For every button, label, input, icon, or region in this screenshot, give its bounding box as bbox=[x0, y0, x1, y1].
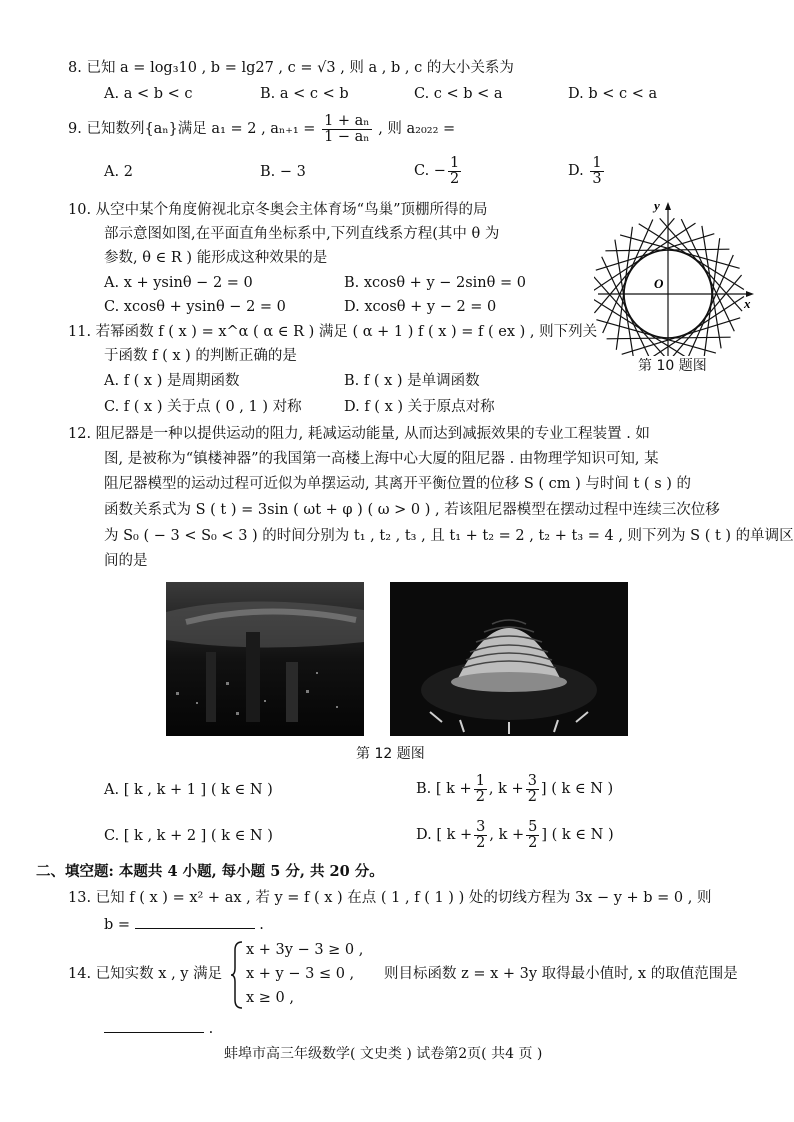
y-axis-arrow-icon bbox=[665, 202, 671, 210]
q12-line5: 为 S₀ ( − 3 < S₀ < 3 ) 的时间分别为 t₁ , t₂ , t₃ , 且 t₁ + t₂ = 2 , t₂ + t₃ = 4 , 则下列为 S ( t ) 的单调区 bbox=[104, 528, 794, 544]
q8-option-b: B. a < c < b bbox=[260, 86, 349, 102]
tangent-line bbox=[662, 275, 742, 356]
q10-option-b: B. xcosθ + y − 2sinθ = 0 bbox=[344, 275, 526, 291]
q8-option-d: D. b < c < a bbox=[568, 86, 658, 102]
q14-suffix: 则目标函数 z = x + 3y 取得最小值时, x 的取值范围是 bbox=[384, 966, 738, 982]
q10-line2: 部示意图如图,在平面直角坐标系中,下列直线系方程(其中 θ 为 bbox=[104, 226, 500, 242]
q12-option-c: C. [ k , k + 2 ] ( k ∈ N ) bbox=[104, 828, 273, 844]
q12-line6: 间的是 bbox=[104, 553, 148, 569]
q8-option-a: A. a < b < c bbox=[104, 86, 193, 102]
q8-option-c: C. c < b < a bbox=[414, 86, 503, 102]
q14-answer-line: . bbox=[104, 1018, 213, 1039]
section-2-heading: 二、填空题: 本题共 4 小题, 每小题 5 分, 共 20 分。 bbox=[36, 863, 384, 880]
q10-figure bbox=[594, 196, 766, 356]
q12-line2: 图, 是被称为“镇楼神器”的我国第一高楼上海中心大厦的阻尼器 . 由物理学知识可知, 某 bbox=[104, 451, 659, 467]
q9-option-d: D. $\frac{1}{3}$ bbox=[568, 154, 602, 187]
q11-option-a: A. f ( x ) 是周期函数 bbox=[104, 373, 240, 389]
q11-option-c: C. f ( x ) 关于点 ( 0 , 1 ) 对称 bbox=[104, 399, 302, 415]
q14-constraint-1: x + 3y − 3 ≥ 0 , bbox=[246, 942, 364, 958]
tangent-line bbox=[594, 277, 676, 356]
q13-line2: b = . bbox=[104, 914, 264, 935]
shanghai-tower-photo bbox=[166, 582, 364, 736]
x-axis-label: x bbox=[744, 296, 751, 311]
q10-option-d: D. xcosθ + y − 2 = 0 bbox=[344, 299, 497, 315]
q12-line1: 12. 阻尼器是一种以提供运动的阻力, 耗减运动能量, 从而达到减振效果的专业工程装置 . 如 bbox=[68, 426, 650, 442]
bird-nest-lines bbox=[594, 218, 744, 356]
page-footer: 蚌埠市高三年级数学( 文史类 ) 试卷第2页( 共4 页 ) bbox=[224, 1046, 543, 1062]
q9-option-b: B. − 3 bbox=[260, 164, 306, 180]
q12-line4: 函数关系式为 S ( t ) = 3sin ( ωt + φ ) ( ω > 0 ) , 若该阻尼器模型在摆动过程中连续三次位移 bbox=[104, 502, 720, 518]
q9-stem: 9. 已知数列{aₙ}满足 a₁ = 2 , aₙ₊₁ = $\frac{\text{1 + aₙ}}{\text{1 − aₙ}}$ , 则 a₂₀₂₂ = bbox=[68, 112, 456, 145]
q11-line1: 11. 若幂函数 f ( x ) = x^α ( α ∈ R ) 满足 ( α + 1 ) f ( x ) = f ( ex ) , 则下列关 bbox=[68, 324, 598, 340]
q14-constraint-3: x ≥ 0 , bbox=[246, 990, 294, 1006]
tangent-line bbox=[602, 257, 655, 356]
q13-answer-blank bbox=[135, 914, 255, 929]
q8-stem: 8. 已知 a = log₃10 , b = lg27 , c = √3 , 则 a , b , c 的大小关系为 bbox=[68, 60, 514, 76]
q12-caption: 第 12 题图 bbox=[356, 746, 425, 762]
q10-option-a: A. x + ysinθ − 2 = 0 bbox=[104, 275, 253, 291]
q13-line1: 13. 已知 f ( x ) = x² + ax , 若 y = f ( x ) 在点 ( 1 , f ( 1 ) ) 处的切线方程为 3x − y + b = 0 , 则 bbox=[68, 890, 712, 906]
q11-option-b: B. f ( x ) 是单调函数 bbox=[344, 373, 480, 389]
q12-line3: 阻尼器模型的运动过程可近似为单摆运动, 其离开平衡位置的位移 S ( cm ) 与时间 t ( s ) 的 bbox=[104, 476, 692, 492]
q14-brace-icon bbox=[230, 940, 244, 1010]
q12-option-d: D. [ k + $\frac{3}{2}$ , k + $\frac{5}{2}$ ] ( k ∈ N ) bbox=[416, 818, 614, 851]
q14-constraint-2: x + y − 3 ≤ 0 , bbox=[246, 966, 355, 982]
q10-line1: 10. 从空中某个角度俯视北京冬奥会主体育场“鸟巢”顶棚所得的局 bbox=[68, 202, 488, 218]
y-axis-label: y bbox=[654, 198, 660, 213]
origin-label: O bbox=[654, 276, 664, 291]
q10-caption: 第 10 题图 bbox=[638, 358, 707, 374]
q12-option-b: B. [ k + $\frac{1}{2}$ , k + $\frac{3}{2}$ ] ( k ∈ N ) bbox=[416, 772, 614, 805]
q11-option-d: D. f ( x ) 关于原点对称 bbox=[344, 399, 495, 415]
q9-option-a: A. 2 bbox=[104, 164, 133, 180]
q9-option-c: C. − $\frac{1}{2}$ bbox=[414, 154, 460, 187]
damper-photo bbox=[390, 582, 628, 736]
q12-option-a: A. [ k , k + 1 ] ( k ∈ N ) bbox=[104, 782, 273, 798]
q14-answer-blank bbox=[104, 1018, 204, 1033]
q11-line2: 于函数 f ( x ) 的判断正确的是 bbox=[104, 348, 297, 364]
q10-line3: 参数, θ ∈ R ) 能形成这种效果的是 bbox=[104, 250, 328, 266]
q14-prefix: 14. 已知实数 x , y 满足 bbox=[68, 966, 223, 982]
q10-option-c: C. xcosθ + ysinθ − 2 = 0 bbox=[104, 299, 286, 315]
